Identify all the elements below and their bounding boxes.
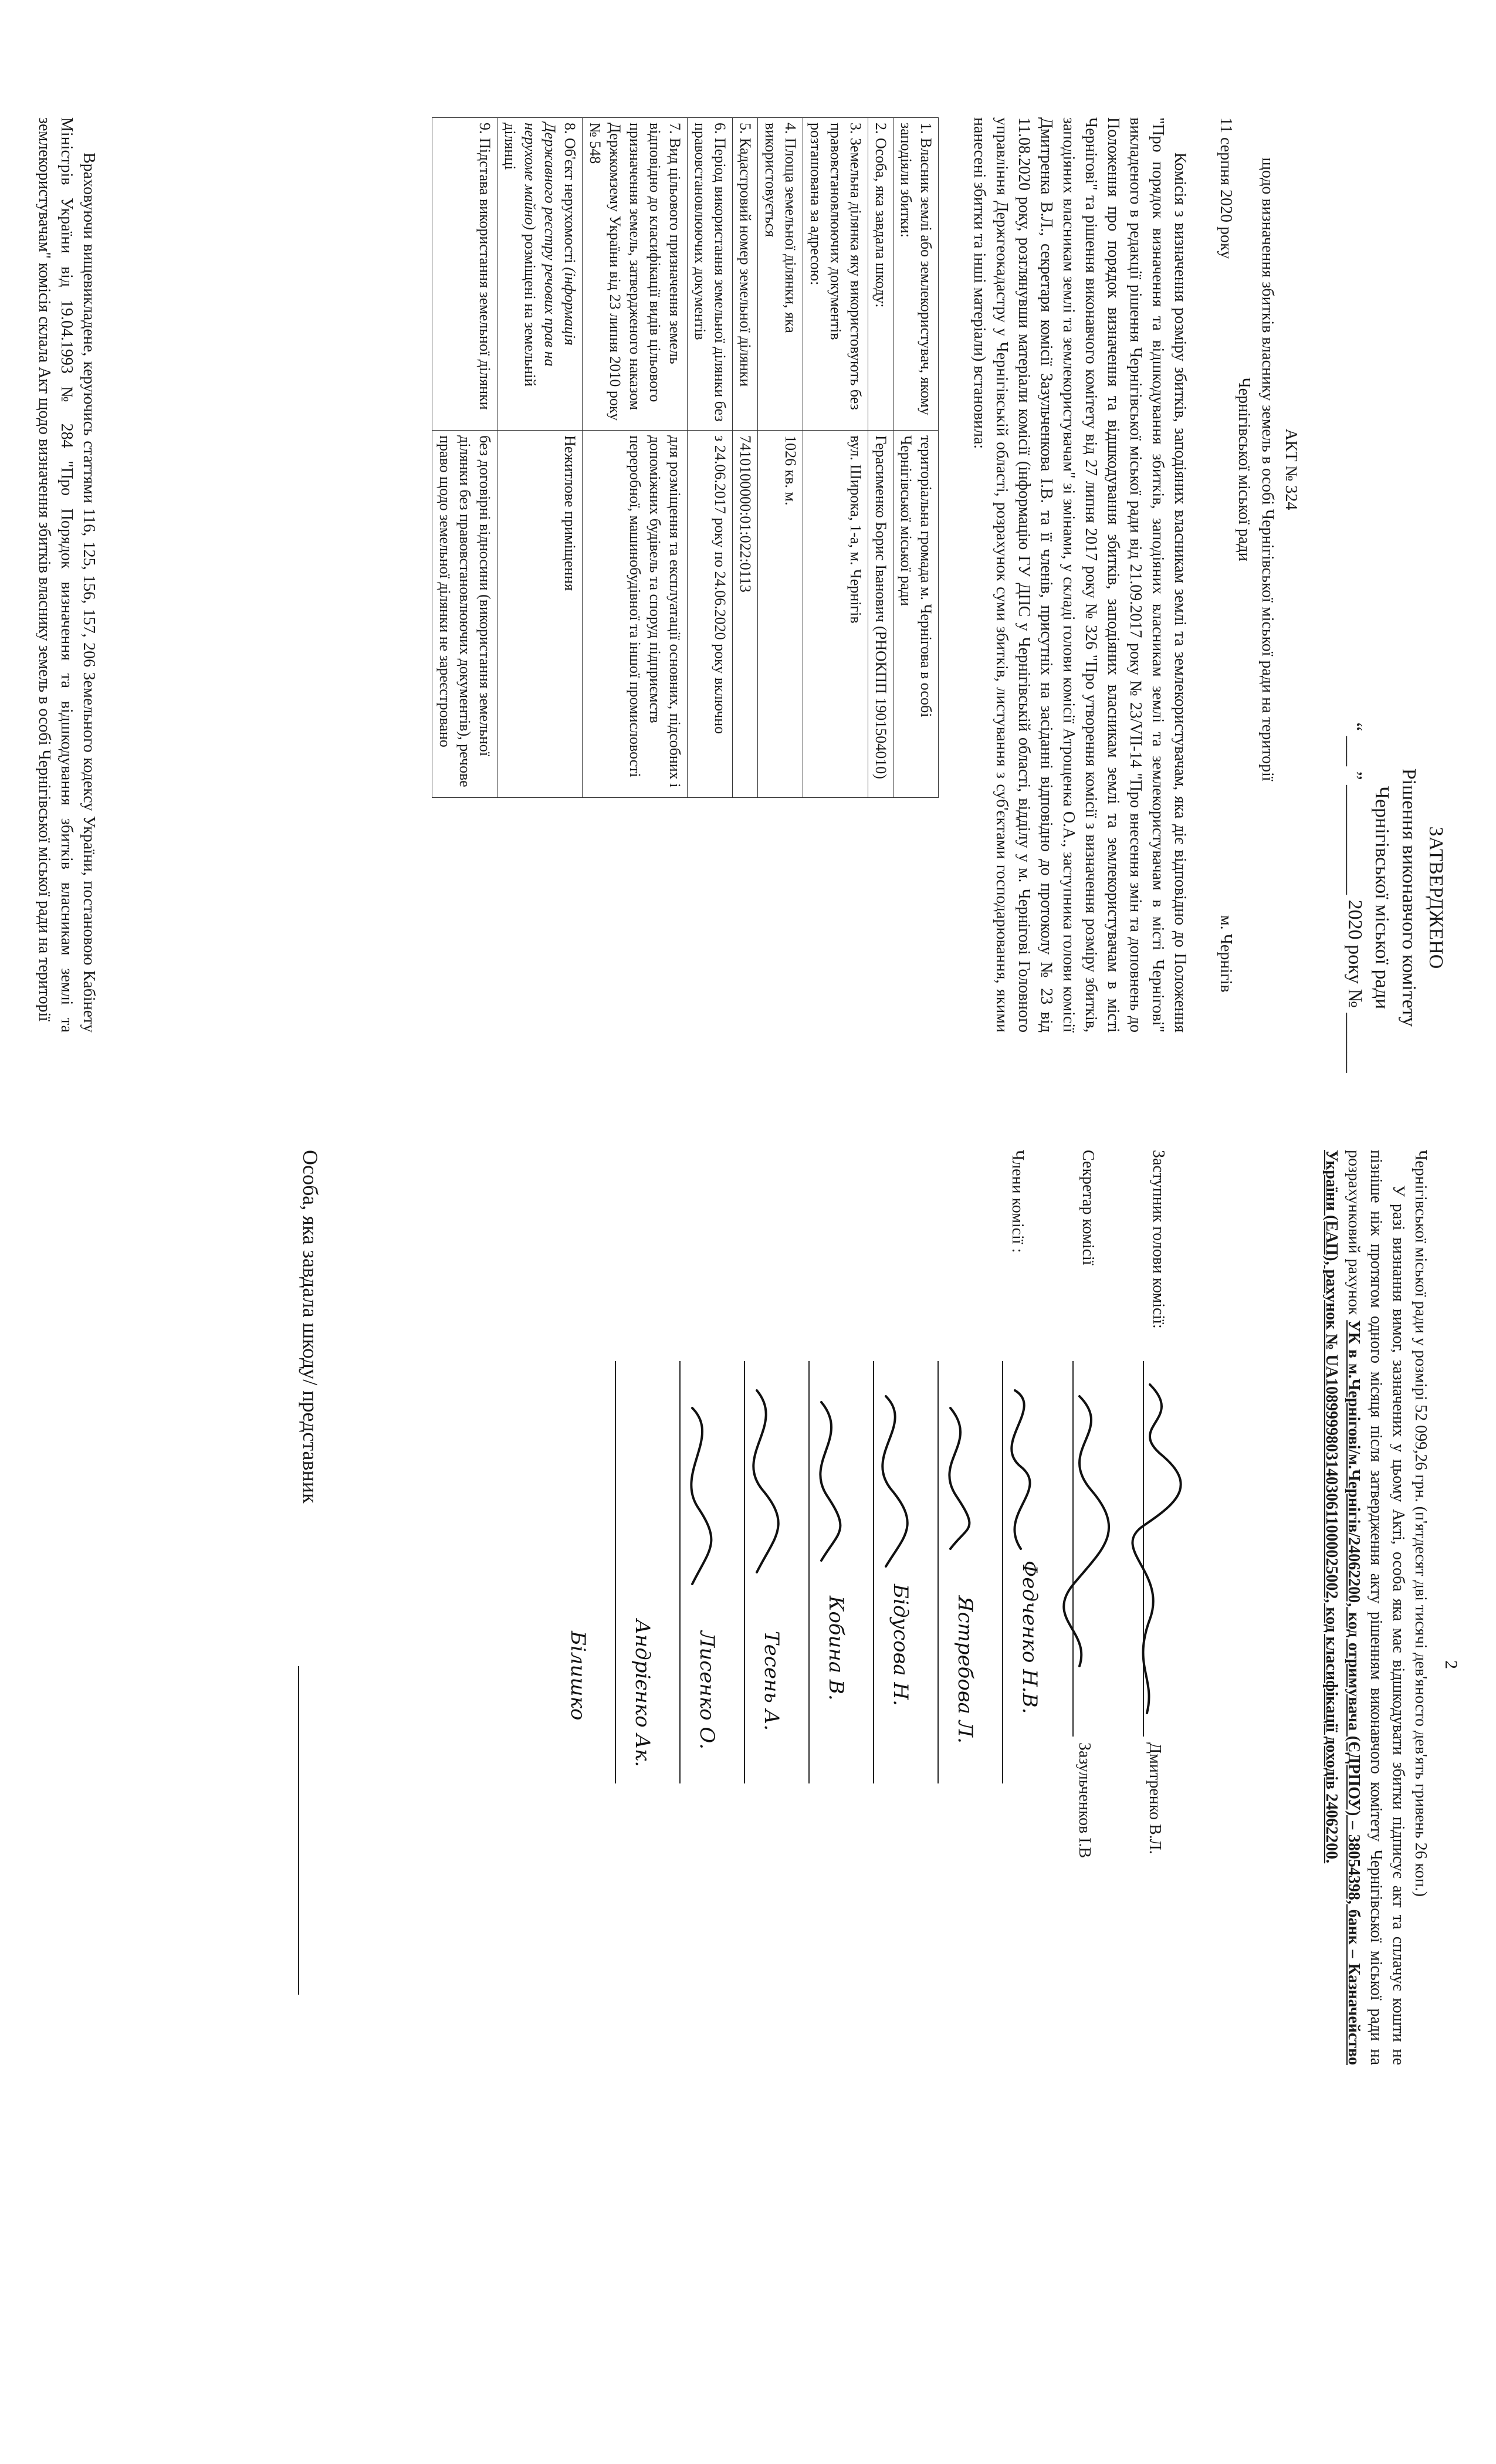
table-value: 1026 кв. м. [758, 431, 803, 798]
table-value: без договірні відносини (використання земельної ділянки без правовстановлюючих документів), речове право щодо земельної ділянки не зареєстровано [432, 431, 497, 798]
act-subject-2: Чернігівської міської ради [1235, 377, 1253, 561]
signature-deputy-icon [1132, 1385, 1180, 1713]
approval-date-line: “ ___ ” ___________ 2020 року № ______ [1344, 722, 1366, 1073]
handwritten-name: Бідусова Н. [889, 1584, 912, 1706]
payment-paragraph [1320, 1150, 1409, 2065]
act-title [1232, 117, 1302, 821]
table-key [497, 118, 583, 431]
table-key-note: (інформація Державного реєстру речових прав на нерухоме майно) [522, 123, 578, 367]
intro-paragraph [968, 117, 1191, 1033]
table-row [432, 118, 497, 798]
act-place: м. Чернігів [1217, 915, 1235, 993]
page-number: 2 [1441, 1660, 1461, 1669]
signature-member-icon [753, 1390, 778, 1572]
page2-body [1320, 1150, 1431, 2065]
signature-member-icon [820, 1402, 840, 1561]
payment-text: У разі визнання вимог, зазначених у цьому Акті, особа яка має відшкодувати збитки підписує акт та сплачує кошти не пізніше ніж протягом одного місяця після затвердження акту рішенням виконавчого комітету Чернігівської міської ради на розрахунковий рахунок [1345, 1150, 1407, 2065]
info-table [432, 117, 939, 798]
table-value: з 24.06.2017 року по 24.06.2020 року включно [688, 431, 733, 798]
table-key: 1. Власник землі або землекористувач, якому заподіяли збитки: [893, 118, 939, 431]
handwritten-name: Лисенко О. [695, 1631, 719, 1750]
acceptance-label: Особа, яка завдала шкоду/ представник [299, 1150, 322, 1504]
table-value: Нежитлове приміщення [497, 431, 583, 798]
table-key: 3. Земельна ділянка яку використовують без правовстановлюючих документів розташована за адресою: [803, 118, 868, 431]
table-key-main: 8. Об'єкт нерухомості [561, 123, 578, 263]
handwritten-name: Білишко [566, 1631, 590, 1721]
table-key: 9. Підстава використання земельної ділянки [432, 118, 497, 431]
bank-details: УК в м.Чернігові/м.Чернігів/24062200, код отримувача (ЄДРПОУ) – 38054398, банк – Казначейство України (ЕАП), рахунок № UA108999980314030611000025002, код класифікації доходів 24062200. [1322, 1150, 1363, 2065]
role-deputy: Заступник голови комісії: [1149, 1150, 1167, 1329]
table-row [893, 118, 939, 798]
act-subject: щодо визначення збитків власнику земель в особі Чернігівської міської ради на території [1258, 157, 1277, 781]
table-key: 2. Особа, яка завдала шкоду: [868, 118, 893, 431]
page-2 [0, 1150, 1496, 2194]
approval-body: Рішення виконавчого комітету [1398, 768, 1420, 1027]
act-date: 11 серпня 2020 року [1217, 117, 1235, 259]
page-1 [0, 0, 1496, 1073]
handwritten-name: Ястребова Л. [953, 1596, 977, 1744]
table-row [583, 118, 688, 798]
table-value: вул. Широка, 1-а, м. Чернігів [803, 431, 868, 798]
role-secretary: Секретар комісії [1079, 1150, 1097, 1265]
table-key: 4. Площа земельної ділянки, яка використовується [758, 118, 803, 431]
table-key: 7. Вид цільового призначення земель відповідно до класифікації видів цільового призначення земель, затвердженого наказом Держкомзему України від 23 липня 2010 року № 548 [583, 118, 688, 431]
signature-secretary-icon [1064, 1396, 1109, 1666]
table-value: територіальна громада м. Чернігова в особі Чернігівської міської ради [893, 431, 939, 798]
table-row [868, 118, 893, 798]
signature-member-icon [882, 1396, 907, 1566]
table-value: для розміщення та експлуатації основних, підсобних і допоміжних будівель та споруд підприємств переробної, машинобудівної та іншої промисловості [583, 431, 688, 798]
table-row [758, 118, 803, 798]
name-deputy: Дмитренко В.Л. [1146, 1742, 1164, 1854]
approval-stamp [1341, 692, 1449, 1103]
table-key-tail: розміщені на земельній ділянці [502, 123, 539, 387]
act-number: АКТ № 324 [1282, 428, 1300, 510]
signature-member-icon [691, 1408, 711, 1584]
acceptance-signature-line [298, 1666, 299, 1995]
handwritten-name: Андрієнко Ак. [631, 1619, 654, 1768]
table-row [733, 118, 758, 798]
table-value: Герасименко Борис Іванович (РНОКПП 1901504010) [868, 431, 893, 798]
conclusion-paragraph [33, 117, 100, 1033]
role-members: Члени комісії : [1008, 1150, 1027, 1253]
signature-member-icon [1011, 1390, 1030, 1549]
table-value: 7410100000:01:022:0113 [733, 431, 758, 798]
table-row [497, 118, 583, 798]
table-key: 5. Кадастровий номер земельної ділянки [733, 118, 758, 431]
table-row [688, 118, 733, 798]
approval-council: Чернігівської міської ради [1371, 786, 1393, 1010]
approval-label: ЗАТВЕРДЖЕНО [1425, 826, 1447, 969]
intro-text: Комісія з визначення розміру збитків, заподіяних власникам землі та землекористувачам, яка діє відповідно до Положення "Про порядок визначення та відшкодування збитків, заподіяних власникам землі та землекористувачам в місті Чернігові" викладеного в редакції рішення Чернігівської міської ради від 21.09.2017 року № 23/VII-14 "Про внесення змін та доповнень до Положення про порядок визначення та відшкодування збитків, заподіяних власникам землі та землекористувачам в місті Чернігові" та рішення виконавчого комітету від 27 липня 2017 року № 326 "Про утворення комісії з визначення розміру збитків, заподіяних власникам землі та землекористувачам" зі змінами, у складі голови комісії Атрощенка О.А., заступника голови комісії Дмитренка В.Л., секретаря комісії Зазульченкова І.В. та її членів, присутніх на засіданні відповідно до протоколу № 23 від 11.08.2020 року, розглянувши матеріали комісії (інформацію ГУ ДПС у Чернігівській області, відділу у м. Чернігові Головного управління Держгеокадастру у Чернігівській області, розрахунок суми збитків, листування з суб'єктами господарювання, якими нанесені збитки та інші матеріали) встановила: [970, 117, 1189, 1033]
amount-text: Чернігівської міської ради у розмірі 52 099,26 грн. (п'ятдесят дві тисячі дев'яносто дев'ять гривень 26 коп.) [1412, 1150, 1430, 1897]
handwritten-name: Федченко Н.В. [1018, 1561, 1041, 1714]
table-key: 6. Період використання земельної ділянки без правовстановлюючих документів [688, 118, 733, 431]
name-secretary: Зазульченков І.В [1075, 1742, 1094, 1859]
handwritten-name: Кобина В. [824, 1596, 848, 1701]
handwritten-name: Тесень А. [760, 1631, 783, 1731]
signature-member-icon [949, 1408, 969, 1549]
table-row [803, 118, 868, 798]
conclusion-text: Враховуючи вищевикладене, керуючись статтями 116, 125, 156, 157, 206 Земельного кодексу України, постановою Кабінету Міністрів України від 19.04.1993 № 284 "Про Порядок визначення та відшкодування збитків власникам землі та землекористувачам" комісія склала Акт щодо визначення збитків власнику земель в особі Чернігівської міської ради на території [35, 117, 98, 1033]
